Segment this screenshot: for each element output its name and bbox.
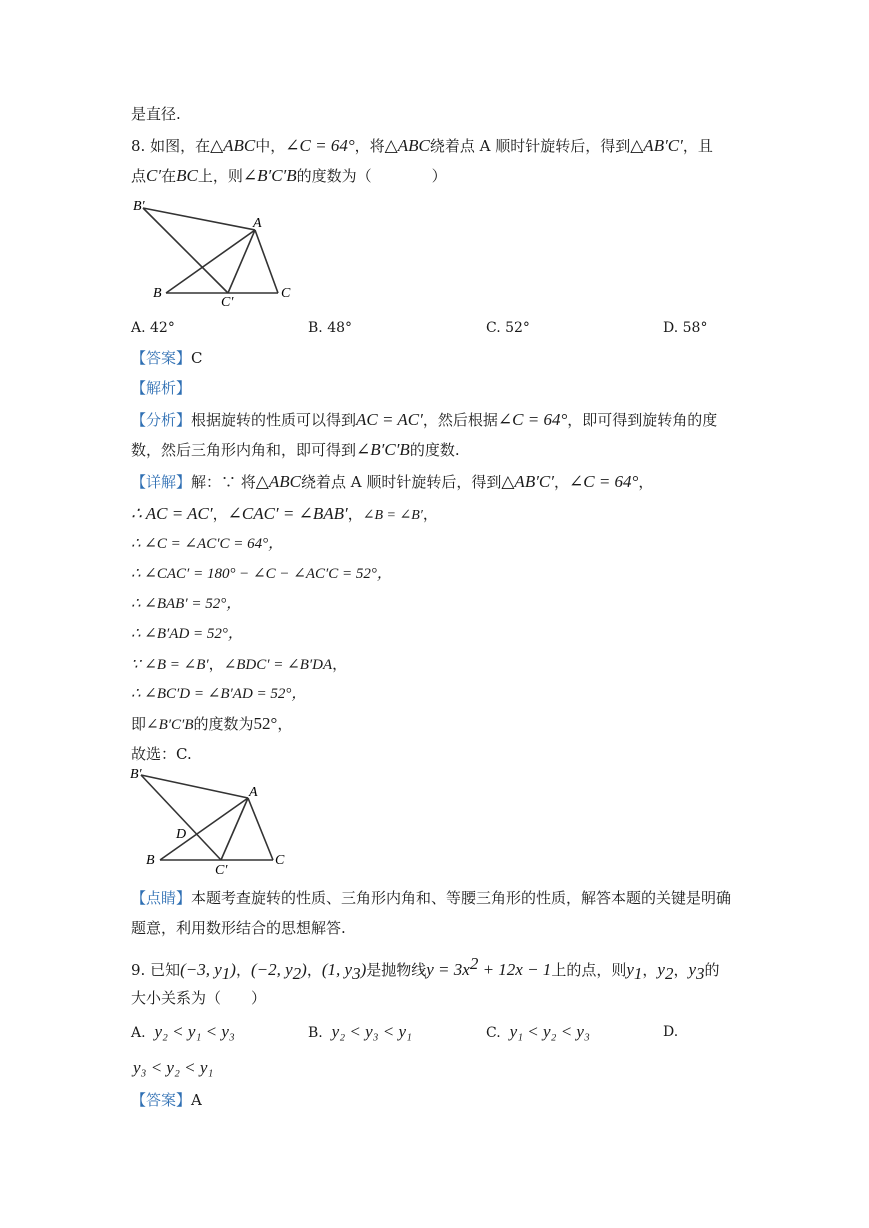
comment-line-1: 【点睛】本题考查旋转的性质、三角形内角和、等腰三角形的性质，解答本题的关键是明确 (131, 889, 732, 907)
detail-line-1: 【详解】解：∵ 将△ABC绕着点 A 顺时针旋转后，得到△AB′C′，∠C = 64°， (131, 472, 654, 491)
label-c-prime: C′ (215, 863, 228, 876)
option-b: B. 48° (308, 320, 353, 336)
label-b-prime: B′ (130, 767, 142, 782)
question-9-line-2: 大小关系为（ ） (131, 989, 267, 1007)
option-d: D. 58° (663, 320, 708, 336)
q9-option-b: B. y₂ < y₃ < y₁ (308, 1022, 412, 1041)
step-5: ∴ ∠B′AD = 52°， (131, 626, 243, 642)
step-2: ∴ ∠C = ∠AC′C = 64°， (131, 536, 284, 552)
step-4: ∴ ∠BAB′ = 52°， (131, 596, 242, 612)
step-7: ∴ ∠BC′D = ∠B′AD = 52°， (131, 686, 307, 702)
label-d: D (176, 827, 187, 842)
q9-option-c: C. y₁ < y₂ < y₃ (486, 1022, 590, 1041)
label-a: A (249, 785, 258, 800)
step-8: 即∠B′C′B的度数为52°， (131, 714, 293, 733)
step-9: 故选：C. (131, 745, 192, 763)
option-c: C. 52° (486, 320, 530, 336)
text-line: 是直径. (131, 105, 181, 123)
label-c-prime: C′ (221, 295, 234, 308)
answer-line: 【答案】C (131, 349, 203, 367)
q9-option-d: D. (663, 1024, 679, 1040)
label-b-prime: B′ (133, 199, 145, 214)
step-6: ∵ ∠B = ∠B′，∠BDC′ = ∠B′DA， (131, 655, 348, 673)
label-c: C (275, 853, 285, 868)
step-3: ∴ ∠CAC′ = 180° − ∠C − ∠AC′C = 52°， (131, 566, 392, 582)
q9-answer-line: 【答案】A (131, 1091, 202, 1109)
option-a: A. 42° (131, 320, 175, 336)
comment-line-2: 题意，利用数形结合的思想解答. (131, 919, 346, 937)
q9-option-d-value: y₃ < y₂ < y₁ (133, 1058, 214, 1077)
triangle-figure-1 (131, 196, 306, 308)
label-c: C (281, 286, 291, 301)
analysis-line-1: 【分析】根据旋转的性质可以得到AC = AC′，然后根据∠C = 64°，即可得到旋转角的度 (131, 410, 718, 429)
analysis-line-2: 数，然后三角形内角和，即可得到∠B′C′B的度数. (131, 440, 460, 459)
question-8-line-1: 8. 如图，在△ABC中，∠C = 64°，将△ABC绕着点 A 顺时针旋转后，得到△AB′C′，且 (131, 136, 713, 155)
question-9-line-1: 9. 已知(−3, $y_1$)，(−2, $y_2$)，(1, $y_3$)是抛物线$y = 3x^2 + 12x - 1$上的点，则$y_1$，$y_2$，$y_3$的 (131, 954, 720, 983)
label-b: B (146, 853, 155, 868)
step-1: ∴ AC = AC′，∠CAC′ = ∠BAB′，∠B = ∠B′， (131, 504, 438, 523)
q9-option-a: A. y₂ < y₁ < y₃ (131, 1022, 235, 1041)
triangle-figure-2 (129, 764, 299, 876)
question-8-line-2: 点C′在BC上，则∠B′C′B的度数为（ ） (131, 166, 447, 185)
analysis-heading: 【解析】 (131, 379, 192, 397)
label-b: B (153, 286, 162, 301)
label-a: A (253, 216, 262, 231)
